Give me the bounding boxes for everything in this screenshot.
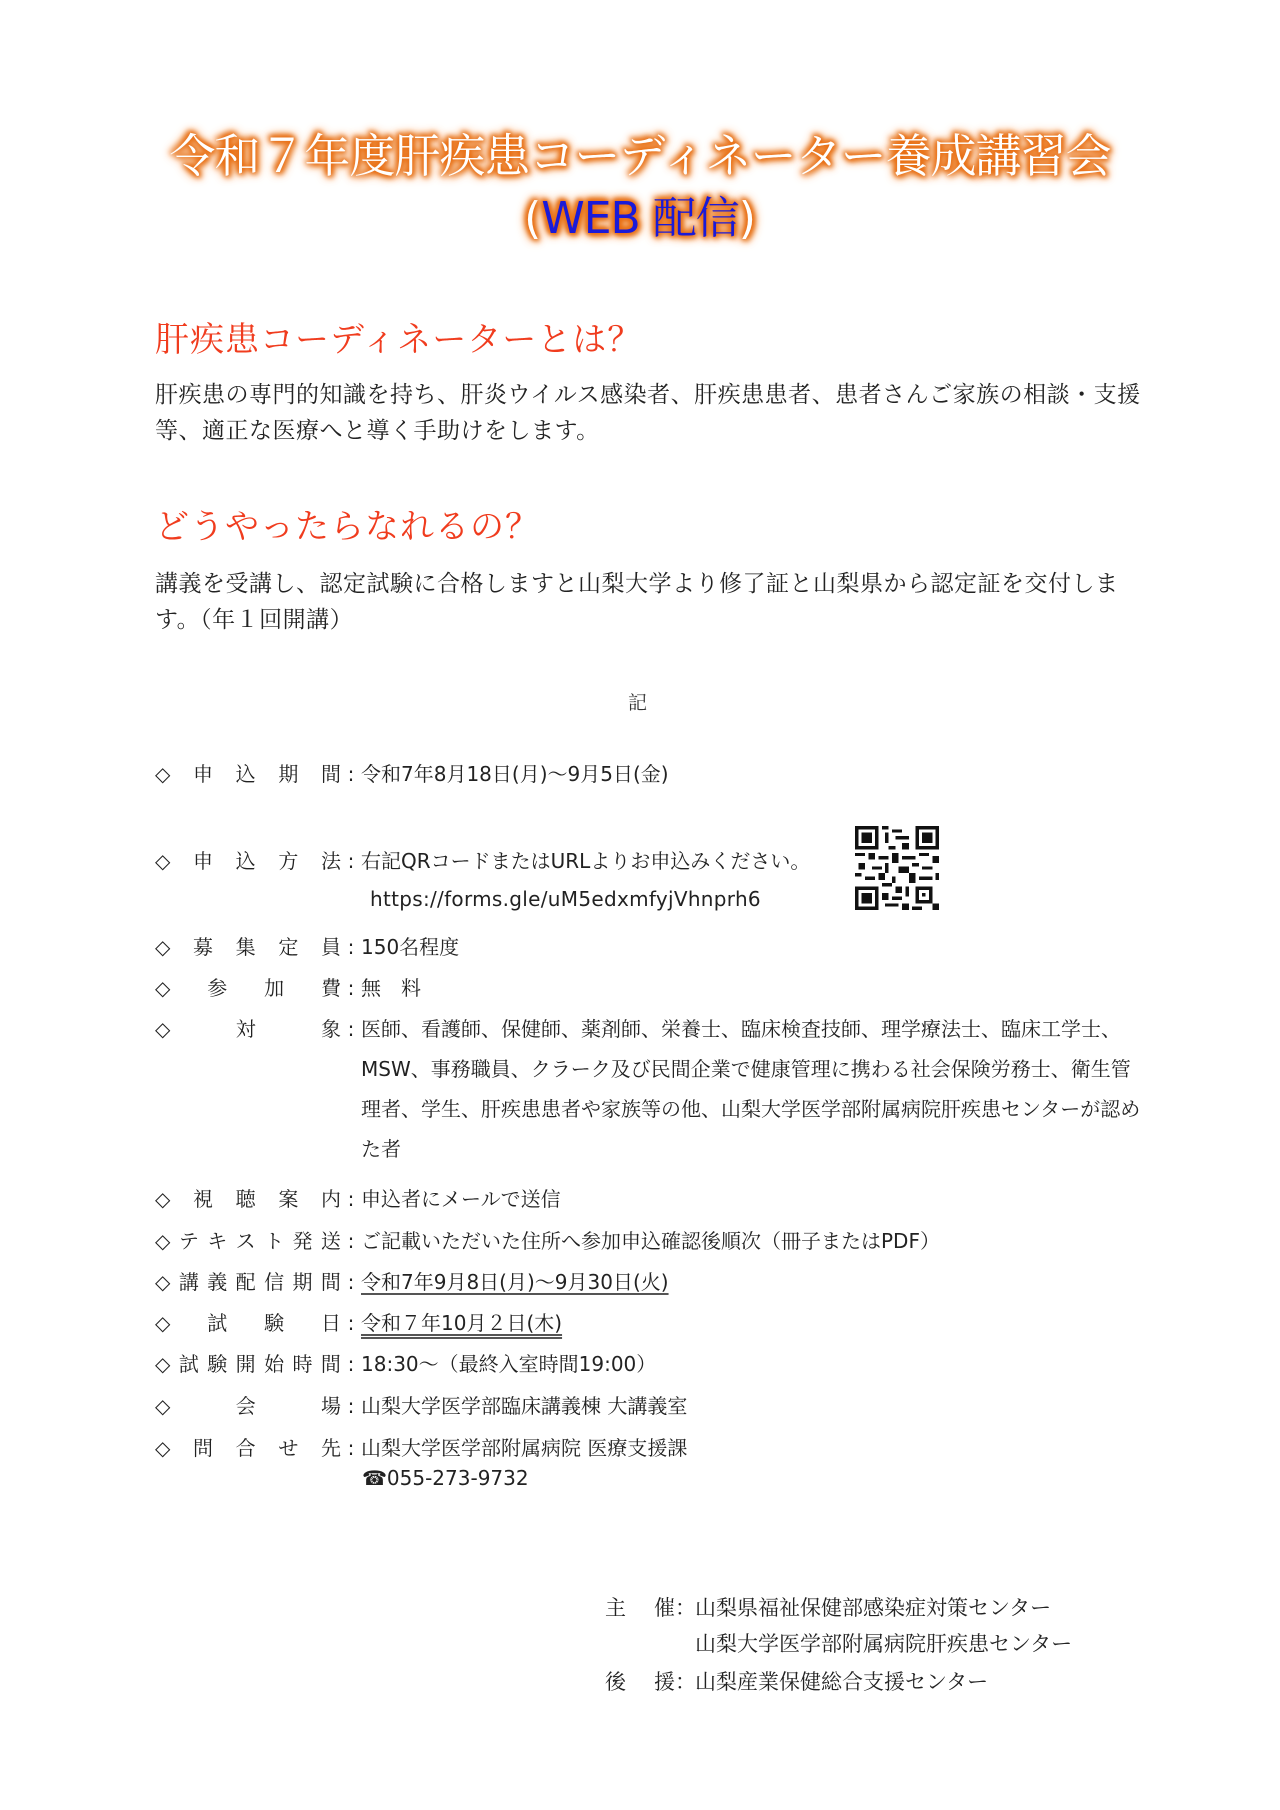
- detail-value-eligibility: 医師、看護師、保健師、薬剤師、栄養士、臨床検査技師、理学療法士、臨床工学士、MSW、事務職員、クラーク及び民間企業で健康管理に携わる社会保険労務士、衛生管理者、学生、肝疾患患者や家族等の他、山梨大学医学部附属病院肝疾患センターが認めた者: [361, 1017, 1141, 1161]
- detail-row-eligibility: [155, 1015, 1141, 1169]
- label-char: 定: [278, 935, 299, 959]
- label-char: 視: [193, 1187, 214, 1211]
- detail-row-contact: [155, 1434, 687, 1462]
- label-char: 送: [320, 1229, 341, 1253]
- colon: :: [347, 1394, 355, 1418]
- detail-label: [155, 847, 341, 875]
- label-char: テ: [178, 1229, 199, 1253]
- label-char: 間: [320, 762, 341, 786]
- label-char: ス: [235, 1229, 256, 1253]
- host-line-1: 山梨県福祉保健部感染症対策センター: [695, 1596, 1052, 1620]
- colon: :: [347, 849, 355, 873]
- label-char: 試: [178, 1352, 199, 1376]
- application-url-link[interactable]: https://forms.gle/uM5edxmfyjVhnprh6: [370, 887, 761, 911]
- label-char: 参: [207, 976, 228, 1000]
- detail-row-exam-date: [155, 1309, 562, 1337]
- label-char: 員: [320, 935, 341, 959]
- label-char: 信: [264, 1270, 285, 1294]
- detail-value-venue: 山梨大学医学部臨床講義棟 大講義室: [361, 1394, 688, 1418]
- label-char: 主: [605, 1596, 626, 1620]
- label-char: 援: [654, 1670, 675, 1694]
- detail-row-viewing-guide: [155, 1185, 561, 1213]
- detail-label: [155, 1350, 341, 1378]
- detail-value-application-period: 令和7年8月18日(月)～9月5日(金): [361, 762, 669, 786]
- detail-value-exam-start-time: 18:30～（最終入室時間19:00）: [361, 1352, 657, 1376]
- label-char: キ: [207, 1229, 228, 1253]
- label-char: 内: [320, 1187, 341, 1211]
- host-line-2: 山梨大学医学部附属病院肝疾患センター: [695, 1632, 1073, 1656]
- detail-row-text-shipping: [155, 1227, 940, 1255]
- label-char: 聴: [235, 1187, 256, 1211]
- label-char: せ: [278, 1436, 299, 1460]
- detail-label: [155, 1434, 341, 1462]
- label-char: 始: [264, 1352, 285, 1376]
- label-char: 場: [320, 1394, 341, 1418]
- label-char: 配: [235, 1270, 256, 1294]
- detail-label: [155, 974, 341, 1002]
- colon: :: [347, 762, 355, 786]
- label-char: 開: [235, 1352, 256, 1376]
- diamond-bullet-icon: ◇: [155, 1270, 171, 1294]
- organizer-support-value: 山梨産業保健総合支援センター: [695, 1670, 989, 1694]
- label-char: 先: [320, 1436, 341, 1460]
- label-char: 期: [292, 1270, 313, 1294]
- label-char: 催: [654, 1596, 675, 1620]
- label-char: ト: [264, 1229, 285, 1253]
- detail-label: [155, 933, 341, 961]
- page-subtitle: [0, 192, 1280, 246]
- label-char: 間: [320, 1352, 341, 1376]
- label-char: 試: [207, 1311, 228, 1335]
- label-char: 問: [193, 1436, 214, 1460]
- organizer-support-label: [605, 1664, 675, 1700]
- qr-code-icon[interactable]: [855, 826, 939, 910]
- label-char: 後: [605, 1670, 626, 1694]
- organizer-support-row: [605, 1664, 988, 1700]
- section-heading-what-is: 肝疾患コーディネーターとは？: [155, 320, 643, 360]
- colon: :: [347, 935, 355, 959]
- label-char: 日: [320, 1311, 341, 1335]
- colon: :: [347, 976, 355, 1000]
- label-char: 費: [320, 976, 341, 1000]
- page-title: 令和７年度肝疾患コーディネーター養成講習会: [169, 129, 1111, 183]
- label-char: 義: [207, 1270, 228, 1294]
- organizer-host-label: [605, 1590, 675, 1662]
- detail-value-application-method: 右記QRコードまたはURLよりお申込みください。: [361, 849, 811, 873]
- ki-notice-marker: 記: [628, 692, 648, 714]
- label-char: 加: [264, 976, 285, 1000]
- diamond-bullet-icon: ◇: [155, 762, 171, 786]
- label-char: 会: [235, 1394, 256, 1418]
- label-char: 発: [292, 1229, 313, 1253]
- label-char: 申: [193, 849, 214, 873]
- contact-phone: ☎055-273-9732: [362, 1466, 529, 1490]
- colon: :: [347, 1017, 355, 1041]
- colon: :: [347, 1187, 355, 1211]
- label-char: 期: [278, 762, 299, 786]
- detail-label: [155, 1015, 341, 1169]
- label-char: 込: [235, 849, 256, 873]
- label-char: 方: [278, 849, 299, 873]
- organizer-host-row: [605, 1590, 1072, 1662]
- diamond-bullet-icon: ◇: [155, 1187, 171, 1211]
- diamond-bullet-icon: ◇: [155, 1311, 171, 1335]
- diamond-bullet-icon: ◇: [155, 935, 171, 959]
- detail-label: [155, 1227, 341, 1255]
- detail-row-exam-start-time: [155, 1350, 656, 1378]
- detail-row-lecture-period: [155, 1268, 669, 1296]
- label-char: 験: [264, 1311, 285, 1335]
- subtitle-paren-open: (: [524, 193, 542, 244]
- diamond-bullet-icon: ◇: [155, 1436, 171, 1460]
- detail-value-contact: 山梨大学医学部附属病院 医療支援課: [361, 1436, 688, 1460]
- detail-label: [155, 1392, 341, 1420]
- colon: ：: [675, 1670, 696, 1694]
- label-char: 時: [292, 1352, 313, 1376]
- section-body-what-is: 肝疾患の専門的知識を持ち、肝炎ウイルス感染者、肝疾患患者、患者さんご家族の相談・支援等、適正な医療へと導く手助けをします。: [155, 382, 1141, 444]
- diamond-bullet-icon: ◇: [155, 976, 171, 1000]
- label-char: 法: [320, 849, 341, 873]
- label-char: 案: [278, 1187, 299, 1211]
- organizer-host-value: [695, 1590, 1072, 1662]
- diamond-bullet-icon: ◇: [155, 1229, 171, 1253]
- colon: ：: [675, 1596, 696, 1620]
- diamond-bullet-icon: ◇: [155, 1017, 171, 1041]
- diamond-bullet-icon: ◇: [155, 1352, 171, 1376]
- detail-row-venue: [155, 1392, 687, 1420]
- detail-label: [155, 1309, 341, 1337]
- detail-label: [155, 760, 341, 788]
- label-char: 対: [235, 1017, 256, 1041]
- subtitle-web-delivery: WEB 配信: [541, 193, 739, 244]
- label-char: 講: [178, 1270, 199, 1294]
- colon: :: [347, 1311, 355, 1335]
- detail-label: [155, 1268, 341, 1296]
- diamond-bullet-icon: ◇: [155, 1394, 171, 1418]
- detail-value-lecture-period: 令和7年9月8日(月)～9月30日(火): [361, 1270, 669, 1294]
- label-char: 募: [193, 935, 214, 959]
- detail-row-fee: [155, 974, 421, 1002]
- label-char: 申: [193, 762, 214, 786]
- diamond-bullet-icon: ◇: [155, 849, 171, 873]
- label-char: 験: [207, 1352, 228, 1376]
- label-char: 集: [235, 935, 256, 959]
- detail-row-capacity: [155, 933, 459, 961]
- section-body-how-to: 講義を受講し、認定試験に合格しますと山梨大学より修了証と山梨県から認定証を交付します。（年１回開講）: [155, 571, 1119, 633]
- detail-value-exam-date: 令和７年10月２日(木): [361, 1311, 563, 1335]
- colon: :: [347, 1270, 355, 1294]
- detail-label: [155, 1185, 341, 1213]
- detail-row-application-method: [155, 847, 810, 875]
- colon: :: [347, 1436, 355, 1460]
- detail-value-viewing-guide: 申込者にメールで送信: [361, 1187, 561, 1211]
- section-heading-how-to: どうやったらなれるの？: [155, 507, 540, 547]
- detail-value-text-shipping: ご記載いただいた住所へ参加申込確認後順次（冊子またはPDF）: [361, 1229, 940, 1253]
- detail-value-capacity: 150名程度: [361, 935, 460, 959]
- label-char: 合: [235, 1436, 256, 1460]
- label-char: 象: [320, 1017, 341, 1041]
- detail-row-application-period: [155, 760, 669, 788]
- subtitle-paren-close: ): [738, 193, 756, 244]
- detail-value-fee: 無 料: [361, 976, 421, 1000]
- label-char: 間: [320, 1270, 341, 1294]
- colon: :: [347, 1229, 355, 1253]
- label-char: 込: [235, 762, 256, 786]
- colon: :: [347, 1352, 355, 1376]
